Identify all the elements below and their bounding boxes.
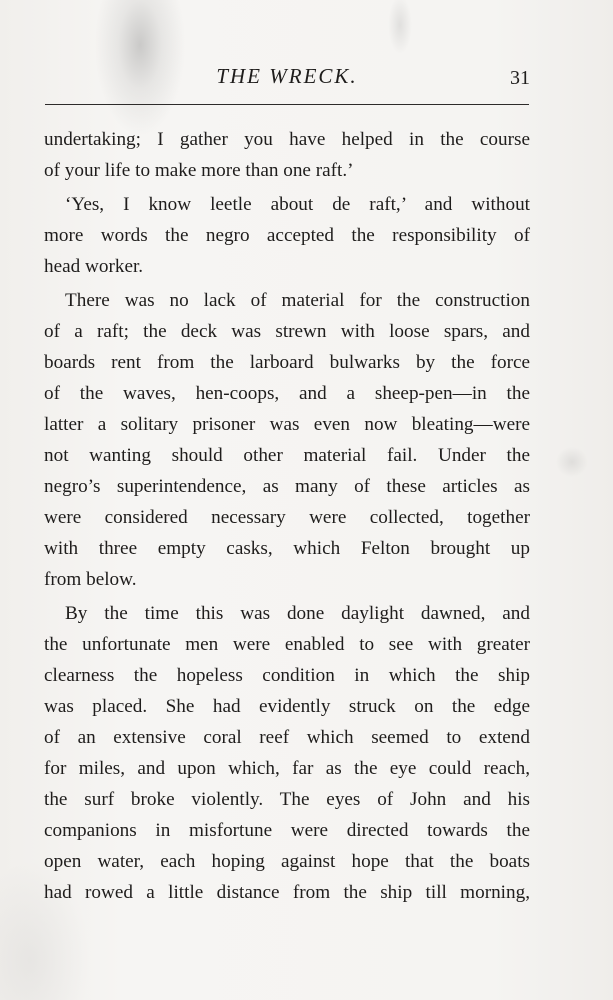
text-line: open water, each hoping against hope that the boats <box>44 851 530 872</box>
text-line: There was no lack of material for the construction <box>65 290 530 311</box>
text-line: of the waves, hen-coops, and a sheep-pen—in the <box>44 383 530 404</box>
text-line: with three empty casks, which Felton brought up <box>44 538 530 559</box>
text-line: more words the negro accepted the responsibility of <box>44 225 530 246</box>
chapter-title: THE WRECK. <box>216 64 358 88</box>
body-text <box>44 124 530 908</box>
text-line: from below. <box>44 569 137 590</box>
text-line: boards rent from the larboard bulwarks by the force <box>44 352 530 373</box>
text-line: clearness the hopeless condition in which the ship <box>44 665 530 686</box>
text-line: of an extensive coral reef which seemed to extend <box>44 727 530 748</box>
text-line: of a raft; the deck was strewn with loose spars, and <box>44 321 530 342</box>
text-line: had rowed a little distance from the ship till morning, <box>44 882 530 903</box>
page-number: 31 <box>510 67 530 89</box>
paragraph <box>44 124 530 186</box>
text-line: of your life to make more than one raft.’ <box>44 160 354 181</box>
paragraph <box>44 285 530 595</box>
text-line: ‘Yes, I know leetle about de raft,’ and without <box>65 194 530 215</box>
text-line: companions in misfortune were directed towards the <box>44 820 530 841</box>
text-line: the unfortunate men were enabled to see with greater <box>44 634 530 655</box>
paragraph <box>44 598 530 908</box>
text-line: undertaking; I gather you have helped in the course <box>44 129 530 150</box>
text-line: was placed. She had evidently struck on the edge <box>44 696 530 717</box>
header-rule <box>45 104 529 105</box>
text-line: the surf broke violently. The eyes of John and his <box>44 789 530 810</box>
text-line: By the time this was done daylight dawned, and <box>65 603 530 624</box>
text-line: not wanting should other material fail. Under the <box>44 445 530 466</box>
paragraph <box>44 189 530 282</box>
text-line: were considered necessary were collected, together <box>44 507 530 528</box>
text-line: head worker. <box>44 256 144 277</box>
text-line: latter a solitary prisoner was even now bleating—were <box>44 414 530 435</box>
running-head <box>44 64 530 94</box>
text-line: negro’s superintendence, as many of these articles as <box>44 476 530 497</box>
text-line: for miles, and upon which, far as the eye could reach, <box>44 758 530 779</box>
